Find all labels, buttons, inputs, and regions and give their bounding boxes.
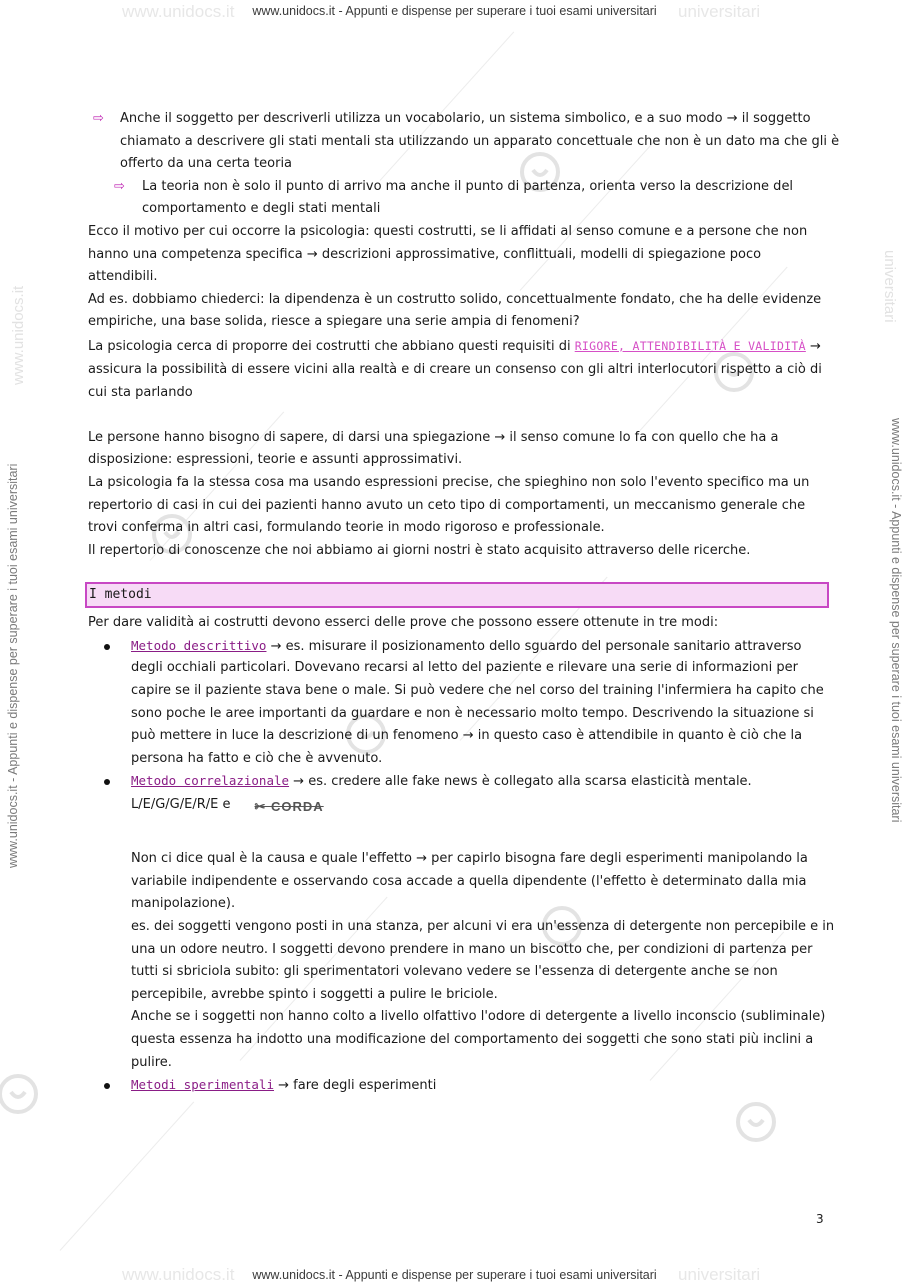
- text-line: repertorio di casi in cui dei pazienti hanno avuto un ceto tipo di comportamenti, un meccanismo generale che: [88, 497, 806, 513]
- text-line: cui sta parlando: [88, 384, 193, 400]
- text-line: [131, 770, 830, 793]
- paragraph: [88, 427, 830, 563]
- text-span: → es. credere alle fake news è collegato alla scarsa elasticità mentale.: [289, 774, 752, 790]
- text-line: Anche il soggetto per descriverli utilizza un vocabolario, un sistema simbolico, e a suo modo → il soggetto: [120, 111, 811, 126]
- text-line: hanno una competenza specifica → descrizioni approssimative, conflittuali, modelli di spiegazione poco: [88, 246, 762, 262]
- text-line: trovi conferma in altri casi, formulando teorie in modo rigoroso e professionale.: [88, 520, 605, 536]
- watermark-ghost-right: universitari: [678, 2, 761, 21]
- watermark-side-ghost: www.unidocs.it: [10, 285, 27, 385]
- text-line: comportamento e degli stati mentali: [142, 201, 381, 217]
- watermark-side-ghost: universitari: [881, 250, 898, 323]
- text-line: può mettere in luce la descrizione di un fenomeno → in questo caso è attendibile in quanto è ciò che la: [131, 728, 803, 744]
- unidocs-logo-icon: [734, 1100, 778, 1144]
- text-line: variabile indipendente e osservando cosa accade a quella dipendente (l'effetto è determinato dalla mia: [131, 873, 807, 889]
- outline-arrow-icon: ⇨: [93, 111, 104, 126]
- text-line: offerto da una certa teoria: [120, 156, 293, 172]
- paragraph: [88, 334, 830, 404]
- bullet-dot-icon: [104, 779, 110, 785]
- highlighted-keywords: RIGORE, ATTENDIBILITÀ E VALIDITÀ: [574, 338, 806, 353]
- spacer: [88, 404, 830, 427]
- text-line: empiriche, una base solida, riesce a spiegare una serie ampia di fenomeni?: [88, 314, 580, 330]
- text-line: Per dare validità ai costrutti devono esserci delle prove che possono essere ottenute in tre modi:: [88, 615, 719, 631]
- text-line: questa essenza ha indotto una modificazione del comportamento dei soggetti che sono stati più inclini a: [131, 1031, 814, 1047]
- text-line: manipolazione).: [131, 896, 236, 912]
- text-line: disposizione: espressioni, teorie e assunti approssimativi.: [88, 452, 463, 468]
- text-line: percepibile, avrebbe spinto i soggetti a pulire le briciole.: [131, 986, 498, 1002]
- section-title: I metodi: [89, 587, 152, 603]
- outline-arrow-icon: ⇨: [114, 178, 125, 194]
- method-label: Metodo descrittivo: [131, 637, 267, 653]
- bullet-dot-icon: [104, 1083, 110, 1089]
- text-line: Il repertorio di conoscenze che noi abbiamo ai giorni nostri è stato acquisito attraverso delle ricerche.: [88, 542, 751, 558]
- watermark-side-left: www.unidocs.it - Appunti e dispense per superare i tuoi esami universitari: [6, 463, 20, 868]
- text-line: una un odore neutro. I soggetti devono prendere in mano un biscotto che, per condizioni di partenza per: [131, 941, 813, 957]
- text-line: attendibili.: [88, 269, 158, 285]
- text-line: persona ha fatto e ciò che è avvenuto.: [131, 750, 383, 766]
- text-line: Le persone hanno bisogno di sapere, di darsi una spiegazione → il senso comune lo fa con quello che ha a: [88, 429, 779, 445]
- arrow-list-item: [88, 108, 840, 176]
- text-line: sono poche le aree importanti da guardare e non è necessario molto tempo. Descrivendo la situazione si: [131, 705, 814, 721]
- text-line: [131, 635, 830, 658]
- text-line: [131, 1074, 830, 1097]
- unidocs-logo-icon: [0, 1072, 40, 1116]
- watermark-line: [60, 1102, 195, 1251]
- paragraph: [88, 221, 830, 334]
- text-line: degli occhiali particolari. Dovevano recarsi al letto del paziente e rilevare una serie di informazioni per: [131, 660, 798, 676]
- bullet-item-sperimentali: [88, 1074, 830, 1097]
- page-number: 3: [816, 1212, 824, 1226]
- method-label: Metodi sperimentali: [131, 1077, 274, 1093]
- text-line: es. dei soggetti vengono posti in una stanza, per alcuni vi era un'essenza di detergente non percepibile e in: [131, 919, 835, 934]
- text-span: → es. misurare il posizionamento dello sguardo del personale sanitario attraverso: [266, 638, 802, 654]
- text-line: chiamato a descrivere gli stati mentali sta utilizzando un apparato concettuale che non è un dato ma che gli è: [120, 133, 840, 149]
- watermark-footer: www.unidocs.it - Appunti e dispense per superare i tuoi esami universitari: [252, 1268, 657, 1282]
- bullet-item-descrittivo: [88, 635, 830, 771]
- text-line: pulire.: [131, 1054, 172, 1070]
- text-line: capire se il paziente stava bene o male. Si può vedere che nel corso del training l'infermiera ha capito che: [131, 683, 824, 699]
- spacer: [131, 838, 830, 848]
- text-line: tutti si sbriciola subito: gli sperimentatori volevano vedere se l'essenza di detergente anche se non: [131, 964, 778, 980]
- section-heading: [85, 582, 829, 608]
- text-span: →: [805, 338, 821, 354]
- text-line: Ad es. dobbiamo chiederci: la dipendenza è un costrutto solido, concettualmente fondato, che ha delle evidenze: [88, 291, 822, 307]
- text-line: assicura la possibilità di essere vicini alla realtà e di creare un consenso con gli altri interlocutori rispetto a ciò di: [88, 361, 822, 377]
- text-span: → fare degli esperimenti: [274, 1078, 437, 1094]
- text-line: Ecco il motivo per cui occorre la psicologia: questi costrutti, se li affidati al senso comune e a persone che non: [88, 223, 808, 239]
- text-span: L/E/G/G/E/R/E e: [131, 797, 231, 813]
- watermark-ghost-right: universitari: [678, 1265, 761, 1284]
- arrow-sublist-item: [88, 176, 830, 221]
- watermark-header: www.unidocs.it - Appunti e dispense per superare i tuoi esami universitari: [252, 4, 657, 18]
- spacer: [131, 816, 830, 839]
- text-line: Non ci dice qual è la causa e quale l'effetto → per capirlo bisogna fare degli esperimenti manipolando la: [131, 851, 808, 867]
- corda-text: CORDA: [271, 799, 324, 815]
- text-span: La psicologia cerca di proporre dei costrutti che abbiano questi requisiti di: [88, 338, 575, 354]
- text-line: [88, 334, 830, 359]
- bullet-dot-icon: [104, 644, 110, 650]
- text-line: [131, 793, 830, 816]
- bullet-item-correlazionale: [88, 770, 835, 1074]
- watermark-ghost-left: www.unidocs.it: [122, 1265, 235, 1284]
- watermark-ghost-left: www.unidocs.it: [122, 2, 235, 21]
- watermark-side-right: www.unidocs.it - Appunti e dispense per superare i tuoi esami universitari: [889, 418, 903, 823]
- text-line: La teoria non è solo il punto di arrivo ma anche il punto di partenza, orienta verso la descrizione del: [142, 178, 794, 194]
- method-label: Metodo correlazionale: [131, 773, 290, 789]
- corda-mark: ✂ CORDA: [254, 799, 324, 815]
- text-line: Anche se i soggetti non hanno colto a livello olfattivo l'odore di detergente a livello inconscio (subliminale): [131, 1009, 826, 1025]
- text-line: La psicologia fa la stessa cosa ma usando espressioni precise, che spieghino non solo l'evento specifico ma un: [88, 474, 810, 490]
- document-body: [88, 108, 840, 1097]
